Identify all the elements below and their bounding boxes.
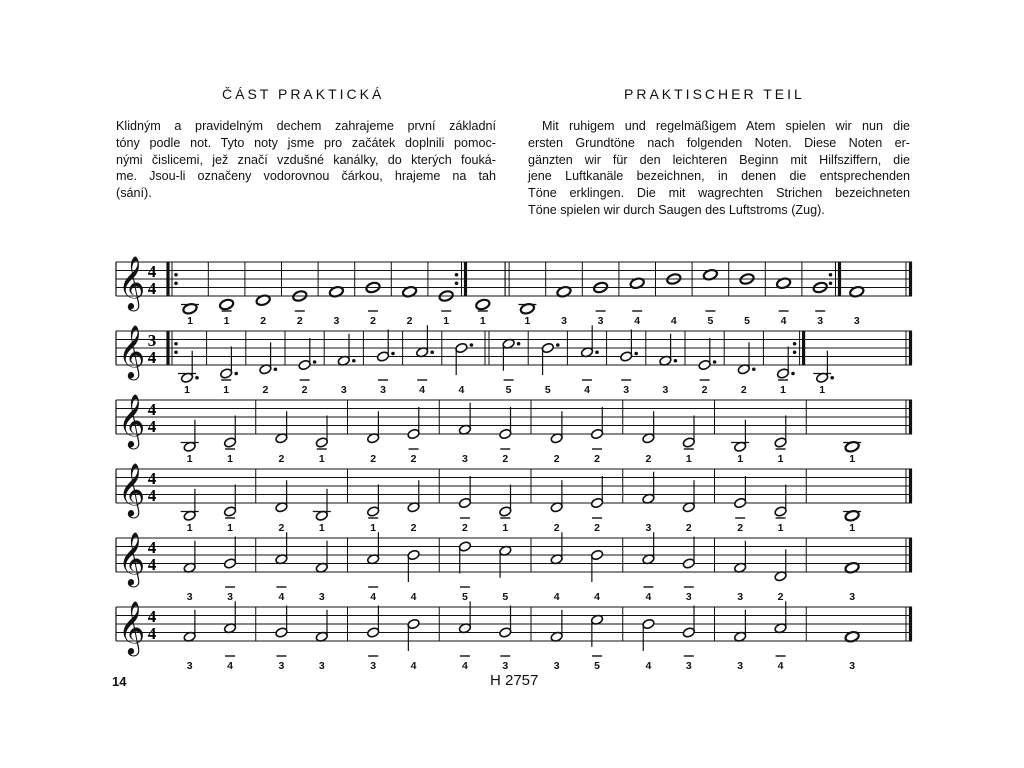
- hole-number: 2: [685, 522, 692, 534]
- dot: [556, 343, 560, 347]
- hole-number: 3: [553, 660, 560, 672]
- dot: [674, 359, 678, 363]
- hole-number: 4: [645, 591, 652, 603]
- time-signature-bottom: 4: [147, 348, 157, 367]
- hole-number: 5: [502, 591, 509, 603]
- hole-number: 1: [184, 384, 190, 396]
- hole-number: 3: [623, 384, 630, 396]
- right-paragraph-line: gänzten wir für den leichteren Beginn mit Hilfsziffern, die: [528, 152, 910, 167]
- hole-number: 2: [740, 384, 747, 396]
- hole-number: 1: [502, 522, 509, 534]
- hole-number: 3: [333, 315, 340, 327]
- dot: [313, 360, 317, 364]
- repeat-dot: [829, 281, 833, 285]
- hole-number: 3: [737, 660, 744, 672]
- left-paragraph-line: nými čislicemi, jež značí vzdušné kanálky, do kterých fouká-: [116, 152, 496, 167]
- hole-number: 3: [597, 315, 604, 327]
- dot: [391, 352, 395, 356]
- treble-clef-icon: 𝄞: [118, 255, 146, 309]
- time-signature-top: 4: [147, 400, 157, 419]
- time-signature-bottom: 4: [147, 555, 157, 574]
- dot: [352, 359, 356, 363]
- dot: [830, 376, 834, 380]
- dot: [752, 367, 756, 371]
- hole-number: 5: [744, 315, 750, 327]
- hole-number: 5: [707, 315, 714, 327]
- hole-number: 4: [419, 384, 426, 396]
- hole-number: 1: [370, 522, 377, 534]
- hole-number: 2: [370, 315, 376, 327]
- hole-number: 4: [553, 591, 560, 603]
- hole-number: 1: [227, 522, 233, 534]
- hole-number: 1: [737, 453, 744, 465]
- treble-clef-icon: 𝄞: [118, 324, 146, 378]
- hole-number: 3: [318, 660, 325, 672]
- right-paragraph-line: Töne spielen wir durch Saugen des Luftstroms (Zug).: [528, 202, 825, 217]
- hole-number: 3: [849, 660, 856, 672]
- hole-number: 3: [853, 315, 860, 327]
- hole-number: 4: [594, 591, 600, 603]
- hole-number: 3: [227, 591, 233, 603]
- hole-number: 2: [594, 522, 600, 534]
- hole-number: 3: [662, 384, 669, 396]
- hole-number: 1: [777, 522, 784, 534]
- right-paragraph-line: Mit ruhigem und regelmäßigem Atem spielen wir nun die: [542, 119, 910, 133]
- repeat-dot: [455, 273, 459, 277]
- hole-number: 2: [260, 315, 267, 327]
- hole-number: 2: [406, 315, 413, 327]
- repeat-dot: [793, 350, 797, 354]
- whole-note: [219, 298, 235, 311]
- repeat-dot: [174, 342, 178, 346]
- hole-number: 3: [685, 591, 692, 603]
- dot: [595, 350, 599, 354]
- repeat-dot: [174, 350, 178, 354]
- hole-number: 1: [186, 522, 193, 534]
- dot: [274, 367, 278, 371]
- hole-number: 2: [502, 453, 509, 465]
- time-signature-bottom: 4: [147, 279, 157, 298]
- hole-number: 2: [262, 384, 269, 396]
- hole-number: 4: [670, 315, 677, 327]
- hole-number: 2: [370, 453, 377, 465]
- left-paragraph-line: (sání).: [116, 186, 152, 201]
- repeat-dot: [174, 273, 178, 277]
- hole-number: 4: [777, 660, 784, 672]
- right-paragraph-line: Töne erklingen. Die mit wagrechten Strichen bezeichneten: [528, 186, 910, 201]
- hole-number: 3: [561, 315, 567, 327]
- hole-number: 3: [462, 453, 468, 465]
- repeat-dot: [829, 273, 833, 277]
- hole-number: 3: [645, 522, 652, 534]
- time-signature-bottom: 4: [147, 417, 157, 436]
- hole-number: 3: [340, 384, 347, 396]
- dot: [430, 350, 434, 354]
- treble-clef-icon: 𝄞: [118, 393, 146, 447]
- hole-number: 2: [410, 522, 417, 534]
- hole-number: 3: [318, 591, 325, 603]
- hole-number: 2: [777, 591, 784, 603]
- hole-number: 3: [817, 315, 824, 327]
- dot: [713, 360, 717, 364]
- repeat-dot: [455, 281, 459, 285]
- time-signature-bottom: 4: [147, 624, 157, 643]
- hole-number: 3: [737, 591, 744, 603]
- hole-number: 2: [410, 453, 417, 465]
- hole-number: 1: [777, 453, 784, 465]
- catalog-number: H 2757: [490, 672, 539, 689]
- time-signature-bottom: 4: [147, 486, 157, 505]
- hole-number: 4: [410, 660, 417, 672]
- hole-number: 1: [186, 453, 193, 465]
- dot: [791, 372, 795, 376]
- hole-number: 1: [780, 384, 786, 396]
- hole-number: 2: [701, 384, 708, 396]
- hole-number: 1: [443, 315, 450, 327]
- hole-number: 2: [553, 522, 560, 534]
- time-signature-top: 4: [147, 538, 157, 557]
- treble-clef-icon: 𝄞: [118, 531, 146, 585]
- treble-clef-icon: 𝄞: [118, 462, 146, 516]
- time-signature-top: 4: [147, 469, 157, 488]
- left-paragraph-line: Klidným a pravidelným dechem zahrajeme první základní: [116, 119, 496, 133]
- hole-number: 4: [780, 315, 787, 327]
- hole-number: 5: [505, 384, 512, 396]
- hole-number: 1: [479, 315, 486, 327]
- dot: [470, 343, 474, 347]
- hole-number: 5: [544, 384, 551, 396]
- hole-number: 2: [296, 315, 303, 327]
- whole-note: [475, 298, 491, 311]
- hole-number: 2: [737, 522, 744, 534]
- page-number: 14: [112, 674, 127, 689]
- left-paragraph-line: me. Jsou-li označeny vodorovnou čárkou, hrajeme na tah: [116, 169, 496, 184]
- treble-clef-icon: 𝄞: [118, 600, 146, 654]
- hole-number: 1: [187, 315, 193, 327]
- right-heading: PRAKTISCHER TEIL: [624, 86, 805, 102]
- hole-number: 1: [223, 384, 230, 396]
- hole-number: 2: [301, 384, 308, 396]
- repeat-dot: [174, 281, 178, 285]
- hole-number: 5: [594, 660, 600, 672]
- right-paragraph-line: ersten Grundtöne nach folgenden Noten. Diese Noten er-: [528, 135, 910, 150]
- hole-number: 3: [849, 591, 856, 603]
- hole-number: 5: [462, 591, 468, 603]
- hole-number: 1: [849, 522, 856, 534]
- hole-number: 1: [524, 315, 531, 327]
- hole-number: 3: [278, 660, 285, 672]
- hole-number: 4: [370, 591, 377, 603]
- hole-number: 4: [462, 660, 468, 672]
- time-signature-top: 4: [147, 262, 157, 281]
- hole-number: 2: [278, 522, 285, 534]
- hole-number: 4: [645, 660, 652, 672]
- hole-number: 4: [227, 660, 233, 672]
- hole-number: 2: [553, 453, 560, 465]
- hole-number: 4: [410, 591, 417, 603]
- repeat-dot: [793, 342, 797, 346]
- hole-number: 1: [849, 453, 856, 465]
- hole-number: 1: [318, 522, 325, 534]
- hole-number: 3: [380, 384, 386, 396]
- hole-number: 2: [278, 453, 285, 465]
- hole-number: 1: [318, 453, 325, 465]
- left-heading: ČÁST PRAKTICKÁ: [222, 86, 385, 102]
- hole-number: 3: [186, 660, 193, 672]
- hole-number: 4: [278, 591, 285, 603]
- dot: [517, 342, 521, 346]
- hole-number: 1: [223, 315, 230, 327]
- time-signature-top: 4: [147, 607, 157, 626]
- hole-number: 2: [594, 453, 600, 465]
- hole-number: 1: [819, 384, 826, 396]
- dot: [234, 372, 238, 376]
- hole-number: 1: [227, 453, 233, 465]
- right-paragraph-line: jene Luftkanäle bezeichnen, in denen die entsprechenden: [528, 169, 910, 184]
- hole-number: 3: [685, 660, 692, 672]
- dot: [195, 376, 199, 380]
- left-paragraph-line: tóny podle not. Tyto noty jsme pro začátek doplnili pomoc-: [116, 135, 496, 150]
- hole-number: 4: [634, 315, 641, 327]
- dot: [634, 352, 638, 356]
- hole-number: 4: [458, 384, 465, 396]
- hole-number: 3: [186, 591, 193, 603]
- hole-number: 2: [462, 522, 468, 534]
- time-signature-top: 3: [147, 331, 157, 350]
- hole-number: 1: [685, 453, 692, 465]
- hole-number: 4: [584, 384, 590, 396]
- hole-number: 3: [502, 660, 509, 672]
- hole-number: 2: [645, 453, 652, 465]
- hole-number: 3: [370, 660, 377, 672]
